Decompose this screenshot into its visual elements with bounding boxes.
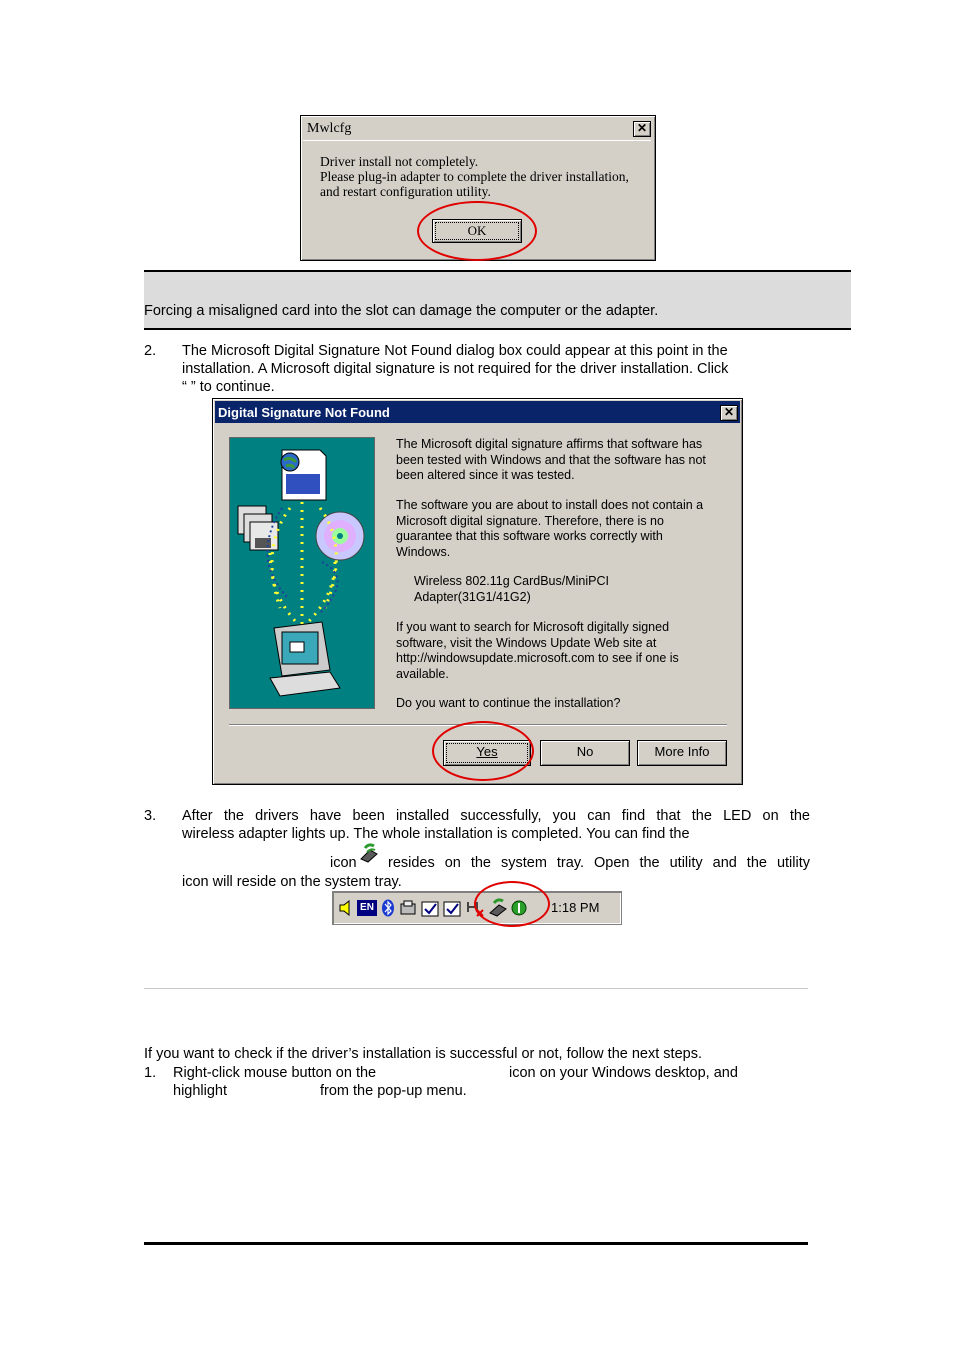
signature-para1: The Microsoft digital signature affirms that software has been tested with Windows and that the software has not been altered since it was tested.: [396, 437, 706, 483]
network-icon[interactable]: [399, 900, 417, 916]
signature-title: Digital Signature Not Found: [218, 405, 390, 420]
step2-line3: “ ” to continue.: [182, 379, 275, 395]
step3-line2: wireless adapter lights up. The whole installation is completed. You can find the: [182, 826, 690, 842]
note-box: [144, 270, 851, 330]
highlight-circle: [432, 721, 534, 781]
highlight-circle: [417, 201, 537, 261]
signature-para2: The software you are about to install does not contain a Microsoft digital signature. Therefore, there is no guarantee that this software works correctly with Windows.: [396, 498, 704, 559]
check-step1-number: 1.: [144, 1065, 157, 1081]
more-info-button[interactable]: More Info: [637, 740, 727, 766]
speaker-icon[interactable]: [339, 900, 353, 916]
close-icon[interactable]: ✕: [720, 405, 738, 421]
step2-line2: installation. A Microsoft digital signature is not required for the driver installation. Click: [182, 361, 729, 377]
install-illustration: [229, 437, 375, 709]
utility-icon: [358, 842, 380, 864]
footer-rule: [144, 1242, 808, 1245]
check-step1-c: highlight: [173, 1083, 228, 1099]
check-intro: If you want to check if the driver’s installation is successful or not, follow the next steps.: [144, 1046, 702, 1062]
step2-number: 2.: [144, 343, 157, 359]
check-step1-b: icon on your Windows desktop, and: [509, 1065, 738, 1081]
device-name: Wireless 802.11g CardBus/MiniPCI Adapter(31G1/41G2): [414, 574, 609, 604]
check-step1-d: from the pop-up menu.: [320, 1083, 467, 1099]
check-step1-a: Right-click mouse button on the: [173, 1065, 377, 1081]
step3-line3-a: icon: [330, 855, 357, 871]
signature-title-bar: [215, 401, 740, 423]
install-illustration-graphic: [230, 438, 374, 708]
no-button[interactable]: No: [540, 740, 630, 766]
step3-line1: After the drivers have been installed successfully, you can find that the LED on the: [182, 808, 810, 824]
step2-line1: The Microsoft Digital Signature Not Found dialog box could appear at this point in the: [182, 343, 728, 359]
note-text: Forcing a misaligned card into the slot can damage the computer or the adapter.: [144, 303, 659, 319]
task-icon-2[interactable]: [443, 899, 461, 917]
mwlcfg-message: Driver install not completely. Please plug-in adapter to complete the driver installation, and restart configuration utility.: [320, 154, 629, 199]
yes-button[interactable]: Yes: [443, 740, 531, 766]
bluetooth-icon[interactable]: [381, 899, 395, 917]
ok-button[interactable]: OK: [432, 219, 522, 243]
continue-question: Do you want to continue the installation?: [396, 696, 621, 710]
section-divider: [144, 988, 808, 989]
step3-number: 3.: [144, 808, 157, 824]
task-icon-1[interactable]: [421, 899, 439, 917]
mwlcfg-title-bar: [303, 118, 651, 141]
mwlcfg-title: Mwlcfg: [307, 121, 352, 136]
step3-line3-b: resides on the system tray. Open the utility and the utility: [388, 855, 810, 871]
clock[interactable]: 1:18 PM: [551, 900, 600, 915]
highlight-circle: [474, 881, 550, 927]
language-indicator[interactable]: EN: [357, 900, 377, 916]
signature-para3: If you want to search for Microsoft digitally signed software, visit the Windows Update Web site at http://windowsupdate.microsoft.com to see if one is available.: [396, 620, 679, 681]
close-icon[interactable]: ✕: [633, 121, 651, 137]
step3-line4: icon will reside on the system tray.: [182, 874, 402, 890]
